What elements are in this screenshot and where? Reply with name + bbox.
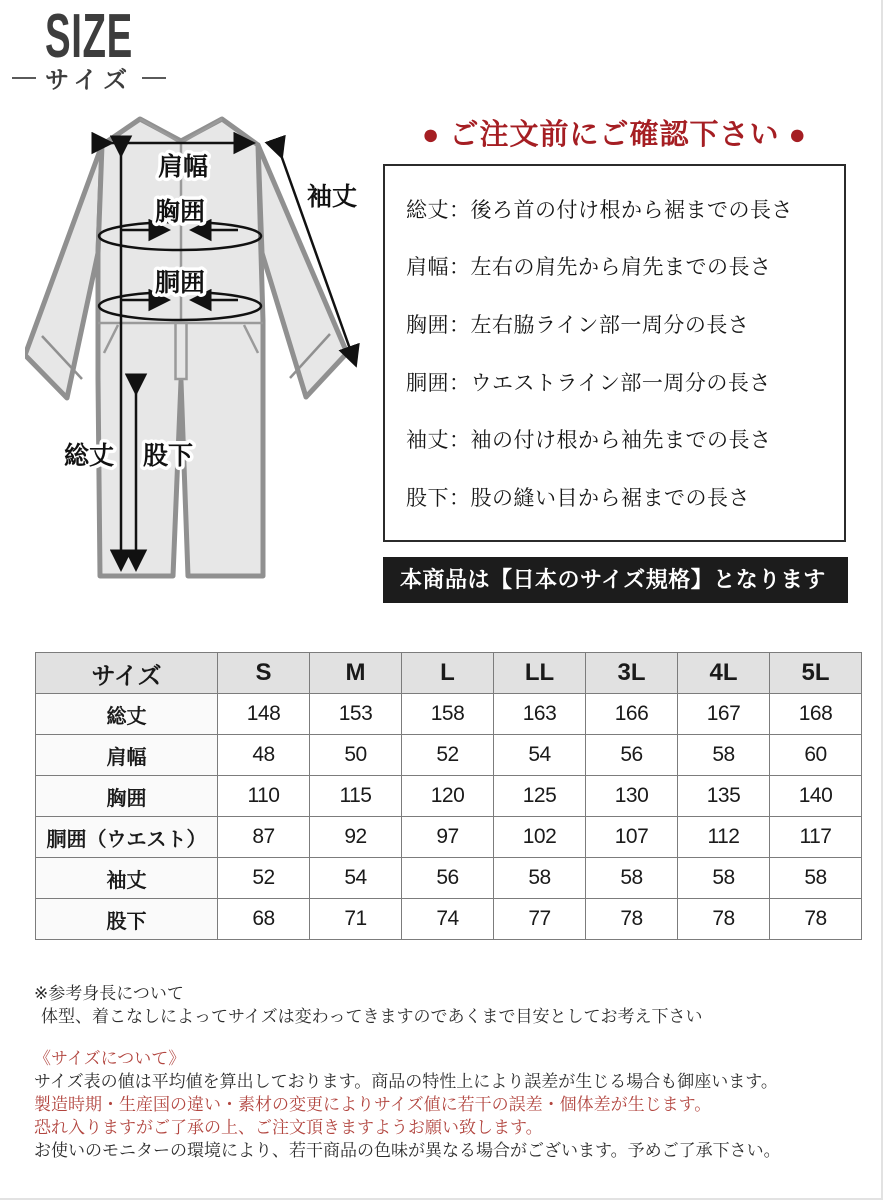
cell: 58	[770, 858, 862, 899]
cell: 78	[586, 899, 678, 940]
page-title-ja: サイズ	[45, 67, 134, 94]
cell: 117	[770, 817, 862, 858]
header-4l: 4L	[678, 653, 770, 694]
cell: 115	[310, 776, 402, 817]
cell: 48	[218, 735, 310, 776]
note-please-understand: 恐れ入りますがご了承の上、ご注文頂きますようお願い致します。	[34, 1118, 543, 1137]
cell: 140	[770, 776, 862, 817]
definition-shoulder-width: 肩幅：左右の肩先から肩先までの長さ	[406, 256, 772, 280]
cell: 54	[310, 858, 402, 899]
table-row-sleeve-length	[36, 858, 862, 899]
header-l: L	[402, 653, 494, 694]
cell: 97	[402, 817, 494, 858]
row-label: 総丈	[36, 694, 218, 735]
header-s: S	[218, 653, 310, 694]
cell: 110	[218, 776, 310, 817]
definition-total-length: 総丈：後ろ首の付け根から裾までの長さ	[406, 198, 793, 222]
note-height-ref-body: 体型、着こなしによってサイズは変わってきますのであくまで目安としてお考え下さい	[41, 1007, 703, 1026]
cell: 112	[678, 817, 770, 858]
row-label: 股下	[36, 899, 218, 940]
coverall-illustration	[25, 103, 385, 643]
confirm-panel	[383, 118, 846, 603]
cell: 158	[402, 694, 494, 735]
cell: 166	[586, 694, 678, 735]
page-title-en: SIZE	[45, 2, 133, 71]
note-monitor-color: お使いのモニターの環境により、若干商品の色味が異なる場合がございます。予めご了承下さい。	[34, 1141, 781, 1160]
label-sleeve-length: 袖丈	[306, 183, 358, 211]
header-m: M	[310, 653, 402, 694]
measurement-definitions-box	[383, 164, 846, 542]
subtitle-left-dash	[12, 77, 36, 79]
cell: 168	[770, 694, 862, 735]
size-table	[35, 652, 862, 940]
cell: 58	[678, 735, 770, 776]
cell: 120	[402, 776, 494, 817]
confirm-title: ● ご注文前にご確認下さい ●	[421, 119, 808, 151]
cell: 167	[678, 694, 770, 735]
cell: 148	[218, 694, 310, 735]
definition-inseam: 股下：股の縫い目から裾までの長さ	[406, 487, 750, 511]
cell: 56	[586, 735, 678, 776]
cell: 58	[494, 858, 586, 899]
note-size-about-title: 《サイズについて》	[34, 1049, 186, 1068]
label-chest: 胸囲	[154, 198, 206, 226]
label-waist: 胴囲	[154, 269, 206, 297]
table-row-inseam	[36, 899, 862, 940]
cell: 107	[586, 817, 678, 858]
cell: 78	[770, 899, 862, 940]
cell: 74	[402, 899, 494, 940]
cell: 153	[310, 694, 402, 735]
header-size: サイズ	[36, 653, 218, 694]
cell: 58	[586, 858, 678, 899]
cell: 102	[494, 817, 586, 858]
label-shoulder-width: 肩幅	[157, 153, 209, 181]
cell: 125	[494, 776, 586, 817]
cell: 52	[402, 735, 494, 776]
page-title	[45, 2, 187, 71]
note-height-ref-title: ※参考身長について	[34, 984, 184, 1003]
cell: 87	[218, 817, 310, 858]
cell: 60	[770, 735, 862, 776]
cell: 52	[218, 858, 310, 899]
cell: 50	[310, 735, 402, 776]
size-table-header-row	[36, 653, 862, 694]
coverall-measurement-diagram	[25, 103, 385, 643]
cell: 56	[402, 858, 494, 899]
cell: 68	[218, 899, 310, 940]
label-total-length: 総丈	[63, 442, 115, 470]
header-3l: 3L	[586, 653, 678, 694]
table-row-waist	[36, 817, 862, 858]
cell: 92	[310, 817, 402, 858]
label-inseam: 股下	[142, 442, 194, 470]
definition-chest: 胸囲：左右脇ライン部一周分の長さ	[406, 313, 750, 337]
header-ll: LL	[494, 653, 586, 694]
cell: 130	[586, 776, 678, 817]
row-label: 胸囲	[36, 776, 218, 817]
cell: 78	[678, 899, 770, 940]
definition-sleeve-length: 袖丈：袖の付け根から袖先までの長さ	[406, 429, 772, 453]
cell: 54	[494, 735, 586, 776]
cell: 77	[494, 899, 586, 940]
note-manufacturing-variance: 製造時期・生産国の違い・素材の変更によりサイズ値に若干の誤差・個体差が生じます。	[34, 1095, 712, 1114]
notes-spacer	[34, 1028, 864, 1047]
cell: 135	[678, 776, 770, 817]
definition-waist: 胴囲：ウエストライン部一周分の長さ	[406, 371, 771, 395]
note-average-values: サイズ表の値は平均値を算出しております。商品の特性上により誤差が生じる場合も御座います。	[34, 1072, 778, 1091]
header-5l: 5L	[770, 653, 862, 694]
subtitle-right-dash	[142, 77, 166, 79]
row-label: 肩幅	[36, 735, 218, 776]
table-row-total-length	[36, 694, 862, 735]
cell: 58	[678, 858, 770, 899]
footer-notes	[34, 982, 864, 1162]
cell: 71	[310, 899, 402, 940]
japan-size-notice-bar: 本商品は【日本のサイズ規格】となります	[383, 557, 848, 603]
row-label: 胴囲（ウエスト）	[36, 817, 218, 858]
page-subtitle	[12, 60, 166, 95]
table-row-shoulder-width	[36, 735, 862, 776]
table-row-chest	[36, 776, 862, 817]
cell: 163	[494, 694, 586, 735]
row-label: 袖丈	[36, 858, 218, 899]
